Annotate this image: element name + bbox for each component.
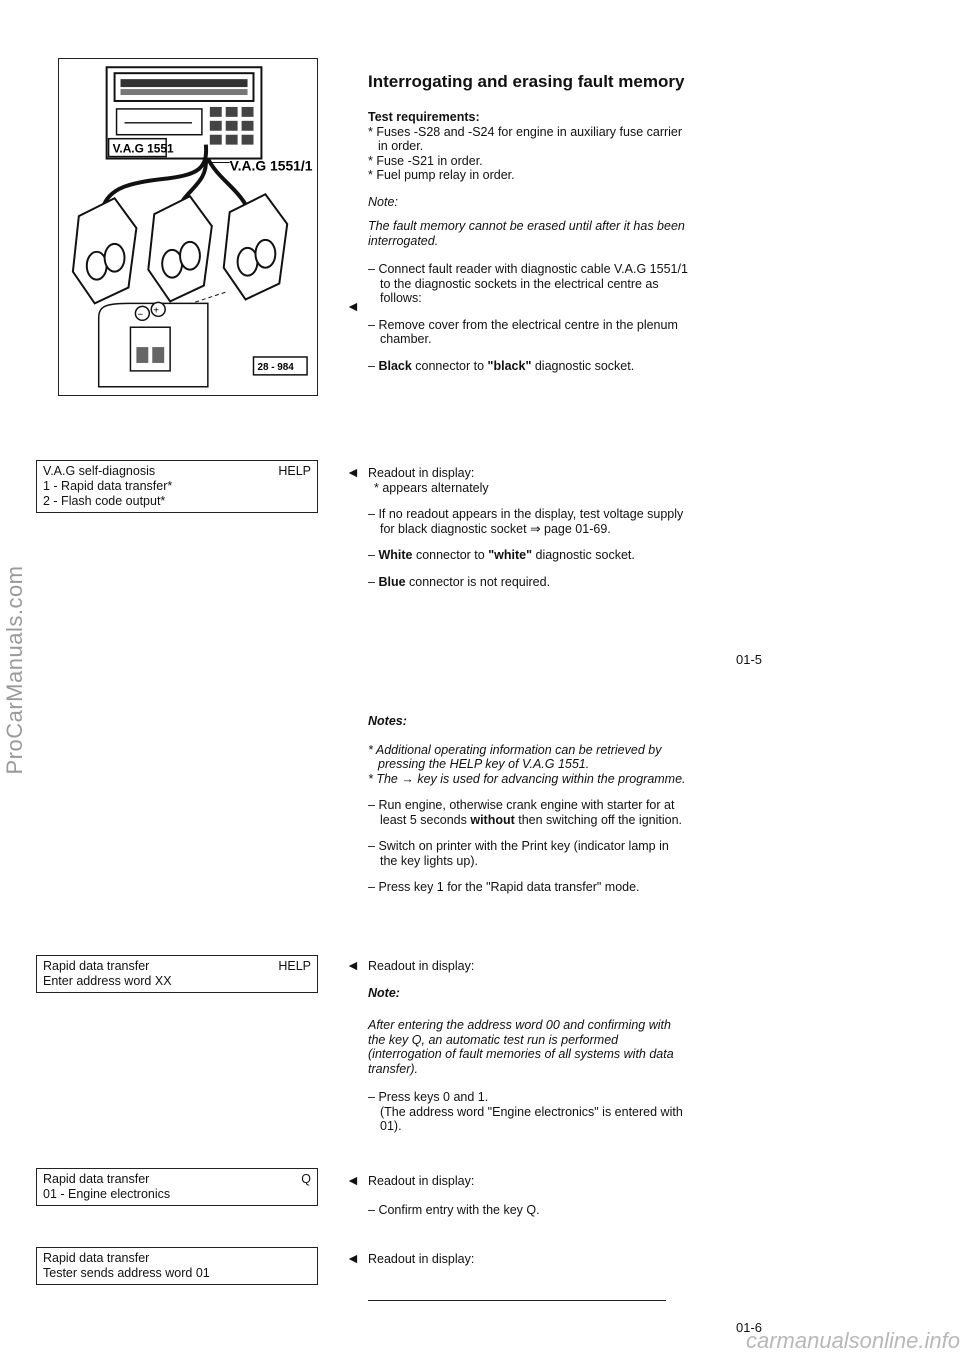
note-text: The fault memory cannot be erased until after it has been interrogated.	[368, 219, 685, 248]
svg-text:−: −	[137, 309, 144, 321]
step-run-engine: – Run engine, otherwise crank engine with starter for at least 5 seconds without then switching off the ignition.	[368, 798, 683, 827]
step-switch-printer: – Switch on printer with the Print key (indicator lamp in the key lights up).	[368, 839, 669, 868]
section-readout-2	[368, 959, 688, 1134]
section-notes	[368, 714, 688, 895]
requirement-item: * Fuel pump relay in order.	[368, 168, 515, 182]
display-help: HELP	[278, 464, 311, 478]
section-readout-1	[368, 466, 688, 589]
readout-label: Readout in display:	[368, 1174, 475, 1188]
step-blue-connector: – Blue connector is not required.	[368, 574, 551, 589]
display-line: V.A.G self-diagnosis	[43, 464, 156, 478]
pointer-arrow: ◄	[346, 464, 360, 480]
step-white-connector: – White connector to "white" diagnostic socket.	[368, 548, 635, 562]
page-number: 01-6	[736, 1320, 763, 1335]
display-line: Rapid data transfer	[43, 959, 150, 973]
step-press-keys: – Press keys 0 and 1.	[368, 1090, 489, 1104]
step-connect: – Connect fault reader with diagnostic cable V.A.G 1551/1 to the diagnostic sockets in the electrical centre as follows:	[368, 262, 688, 305]
pointer-arrow: ◄	[346, 1172, 360, 1188]
note-heading: Note:	[368, 985, 400, 1000]
pointer-arrow: ◄	[346, 1250, 360, 1266]
display-engine-electronics	[36, 1168, 318, 1206]
display-line: Rapid data transfer	[43, 1172, 150, 1186]
divider	[368, 1300, 666, 1301]
step-keys-sub: (The address word "Engine electronics" is entered with 01).	[380, 1104, 683, 1133]
section-title: Interrogating and erasing fault memory	[368, 72, 685, 91]
display-line: 1 - Rapid data transfer*	[43, 479, 173, 493]
note-heading: Note:	[368, 194, 398, 209]
device-label: V.A.G 1551	[112, 141, 174, 156]
display-q: Q	[301, 1172, 311, 1186]
section-readout-4	[368, 1252, 688, 1267]
step-press-key-1: – Press key 1 for the "Rapid data transfer" mode.	[368, 880, 640, 894]
display-line: 2 - Flash code output*	[43, 494, 166, 508]
cable-label: V.A.G 1551/1	[229, 157, 313, 174]
display-line: 01 - Engine electronics	[43, 1187, 171, 1201]
notes-heading: Notes:	[368, 714, 407, 728]
pointer-arrow: ◄	[346, 298, 360, 314]
figure-ref: 28 - 984	[257, 361, 294, 373]
section-interrogating	[368, 72, 688, 373]
requirement-item: * Fuse -S21 in order.	[368, 153, 483, 168]
step-no-readout: – If no readout appears in the display, test voltage supply for black diagnostic socket ⇒ page 01-69.	[368, 507, 684, 536]
step-black-connector: – Black connector to "black" diagnostic socket.	[368, 358, 635, 373]
display-enter-address	[36, 955, 318, 993]
display-line: Rapid data transfer	[43, 1251, 150, 1265]
note-item: * The → key is used for advancing within the programme.	[368, 771, 686, 786]
side-watermark-text: ProCarManuals.com	[2, 565, 27, 775]
test-requirements-heading: Test requirements:	[368, 110, 480, 124]
requirement-item: * Fuses -S28 and -S24 for engine in auxiliary fuse carrier in order.	[368, 124, 683, 153]
svg-text:+: +	[153, 305, 160, 317]
side-watermark	[0, 540, 30, 800]
step-confirm-q: – Confirm entry with the key Q.	[368, 1202, 540, 1217]
page-number: 01-5	[736, 652, 763, 667]
display-tester-sends	[36, 1247, 318, 1285]
readout-label: Readout in display:	[368, 959, 475, 973]
display-line: Enter address word XX	[43, 974, 172, 988]
footer-watermark: carmanualsonline.info	[745, 1328, 960, 1353]
readout-label: Readout in display:	[368, 466, 475, 480]
fault-reader-illustration	[59, 59, 317, 395]
readout-label: Readout in display:	[368, 1252, 475, 1266]
note-text: After entering the address word 00 and confirming with the key Q, an automatic test run is performed (interrogation of fault memories of all systems with data transfer).	[368, 1018, 674, 1076]
star-note: * appears alternately	[374, 480, 489, 495]
display-line: Tester sends address word 01	[43, 1266, 210, 1280]
diagnostic-connection-figure	[58, 58, 318, 396]
display-self-diagnosis	[36, 460, 318, 513]
display-help: HELP	[278, 959, 311, 973]
step-remove-cover: – Remove cover from the electrical centre in the plenum chamber.	[368, 317, 678, 346]
pointer-arrow: ◄	[346, 957, 360, 973]
section-readout-3	[368, 1174, 688, 1217]
note-item: * Additional operating information can be retrieved by pressing the HELP key of V.A.G 1551.	[368, 742, 662, 771]
